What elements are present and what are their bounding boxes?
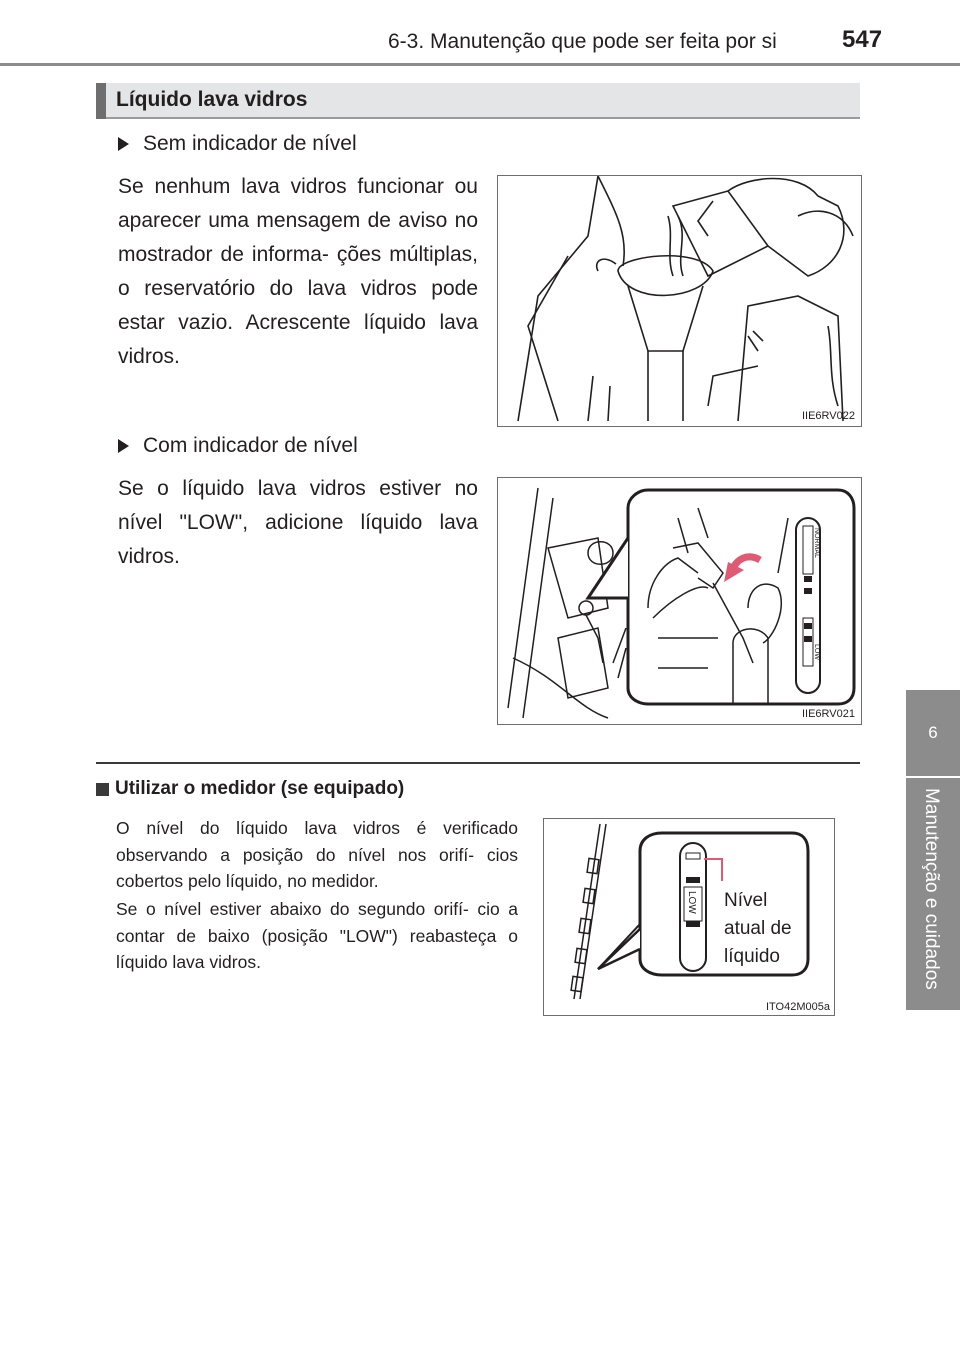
item-heading-no-indicator [118,132,357,156]
page-number: 547 [842,26,883,53]
item-heading-with-indicator [118,434,358,458]
chapter-number: 6 [928,723,938,742]
chapter-title: Manutenção e cuidados [921,788,942,990]
chapter-title-tab [906,778,960,1010]
dipstick-label-low: LOW [686,891,697,914]
figure-dipstick-gauge [543,818,835,1016]
running-header-title: 6-3. Manutenção que pode ser feita por si [388,30,777,53]
callout-label [724,887,792,971]
section-heading [96,83,860,119]
section-title: Líquido lava vidros [116,88,308,111]
figure-code: ITO42M005a [765,1001,830,1013]
square-bullet-icon [96,783,109,796]
callout-line: Nível [724,890,768,911]
item-paragraph-with-indicator: Se o líquido lava vidros estiver no nível "LOW", adicione líquido lava vidros. [118,477,478,568]
gauge-label-normal: NORMAL [813,528,820,558]
subsection-heading [96,778,404,800]
item-heading-text: Com indicador de nível [143,434,358,457]
callout-line: atual de [724,918,792,939]
figure-level-indicator [497,477,862,725]
triangle-bullet-icon [118,439,129,453]
subsection-heading-text: Utilizar o medidor (se equipado) [115,778,405,799]
gauge-label-low: LOW [813,644,820,660]
section-heading-bar [96,83,106,119]
subsection-paragraph-2: Se o nível estiver abaixo do segundo orifí- cio a contar de baixo (posição "LOW") reabasteça o líquido lava vidros. [116,899,518,972]
funnel-pouring-illustration [498,176,861,426]
level-indicator-illustration [498,478,861,724]
triangle-bullet-icon [118,137,129,151]
subsection-paragraph-1: O nível do líquido lava vidros é verificado observando a posição do nível nos orifí- cios cobertos pelo líquido, no medidor. [116,818,518,891]
figure-refill-funnel [497,175,862,427]
figure-code: IIE6RV022 [801,410,855,422]
figure-code: IIE6RV021 [801,708,855,720]
item-paragraph-no-indicator: Se nenhum lava vidros funcionar ou aparecer uma mensagem de aviso no mostrador de informa- ções múltiplas, o reservatório do lava vidros pode estar vazio. Acrescente líquido lava vidros. [118,175,478,368]
callout-line: líquido [724,946,780,967]
section-divider [96,762,860,764]
header-rule [0,63,960,66]
item-heading-text: Sem indicador de nível [143,132,357,155]
chapter-number-tab [906,690,960,776]
